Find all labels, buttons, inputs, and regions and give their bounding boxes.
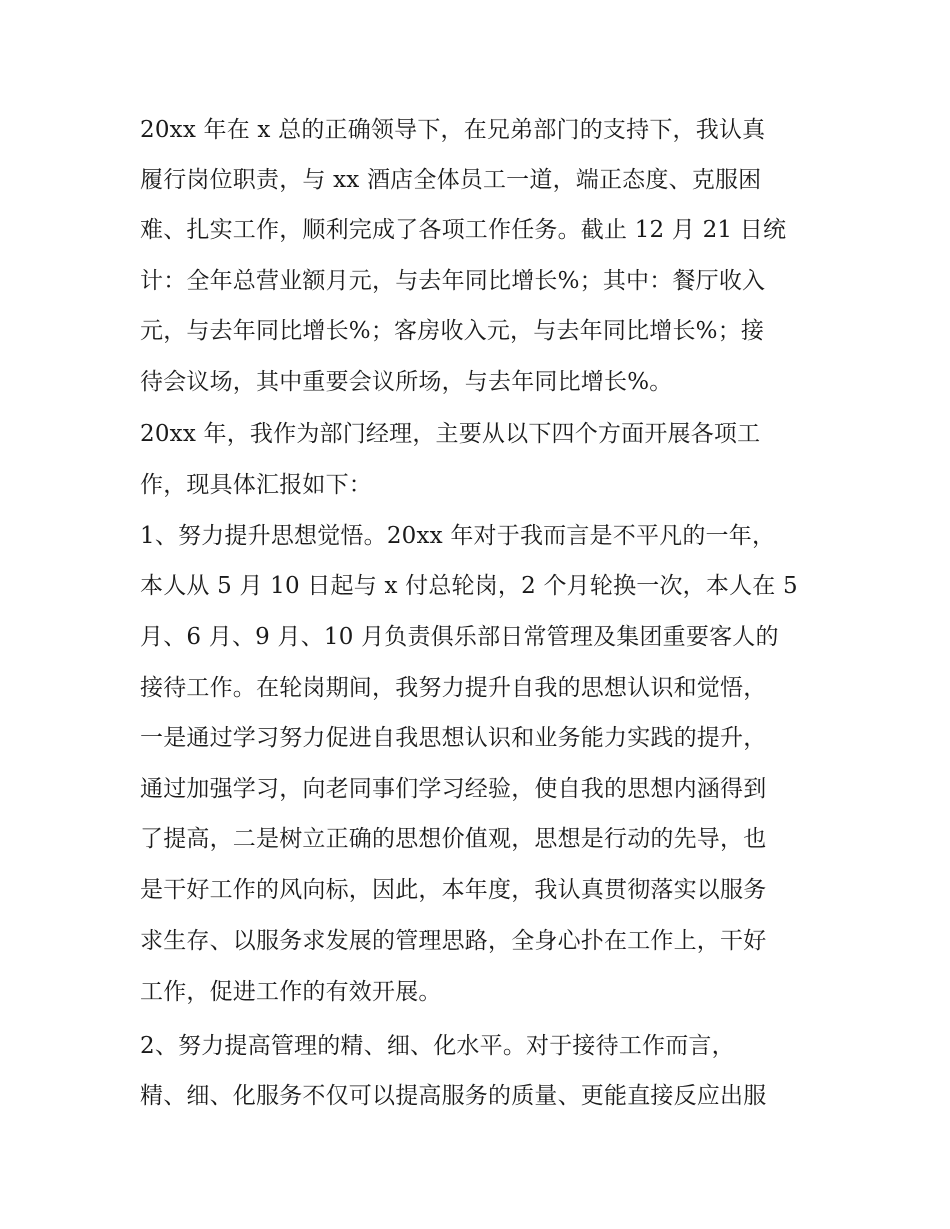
text-line: 作，现具体汇报如下：: [140, 472, 372, 498]
text-line: 20xx 年在 x 总的正确领导下，在兄弟部门的支持下，我认真: [140, 117, 766, 143]
text-line: 本人从 5 月 10 日起与 x 付总轮岗，2 个月轮换一次，本人在 5: [140, 573, 798, 599]
text-line: 精、细、化服务不仅可以提高服务的质量、更能直接反应出服: [140, 1083, 767, 1109]
text-line: 是干好工作的风向标，因此，本年度，我认真贯彻落实以服务: [140, 877, 767, 903]
text-line: 通过加强学习，向老同事们学习经验，使自我的思想内涵得到: [140, 776, 767, 802]
text-line: 1、努力提升思想觉悟。20xx 年对于我而言是不平凡的一年，: [140, 523, 776, 549]
text-line: 难、扎实工作，顺利完成了各项工作任务。截止 12 月 21 日统: [140, 217, 787, 243]
text-line: 元，与去年同比增长%；客房收入元，与去年同比增长%；接: [140, 318, 765, 344]
text-line: 20xx 年，我作为部门经理，主要从以下四个方面开展各项工: [140, 421, 761, 447]
text-line: 待会议场，其中重要会议所场，与去年同比增长%。: [140, 369, 673, 395]
text-line: 履行岗位职责，与 xx 酒店全体员工一道，端正态度、克服困: [140, 167, 762, 193]
text-line: 工作，促进工作的有效开展。: [140, 979, 442, 1005]
text-line: 求生存、以服务求发展的管理思路，全身心扑在工作上，干好: [140, 928, 767, 954]
text-line: 接待工作。在轮岗期间，我努力提升自我的思想认识和觉悟，: [140, 675, 767, 701]
text-line: 一是通过学习努力促进自我思想认识和业务能力实践的提升，: [140, 725, 767, 751]
text-line: 计：全年总营业额月元，与去年同比增长%；其中：餐厅收入: [140, 268, 766, 294]
text-line: 了提高，二是树立正确的思想价值观，思想是行动的先导，也: [140, 826, 767, 852]
text-line: 月、6 月、9 月、10 月负责俱乐部日常管理及集团重要客人的: [140, 624, 779, 650]
text-line: 2、努力提高管理的精、细、化水平。对于接待工作而言，: [140, 1033, 735, 1059]
